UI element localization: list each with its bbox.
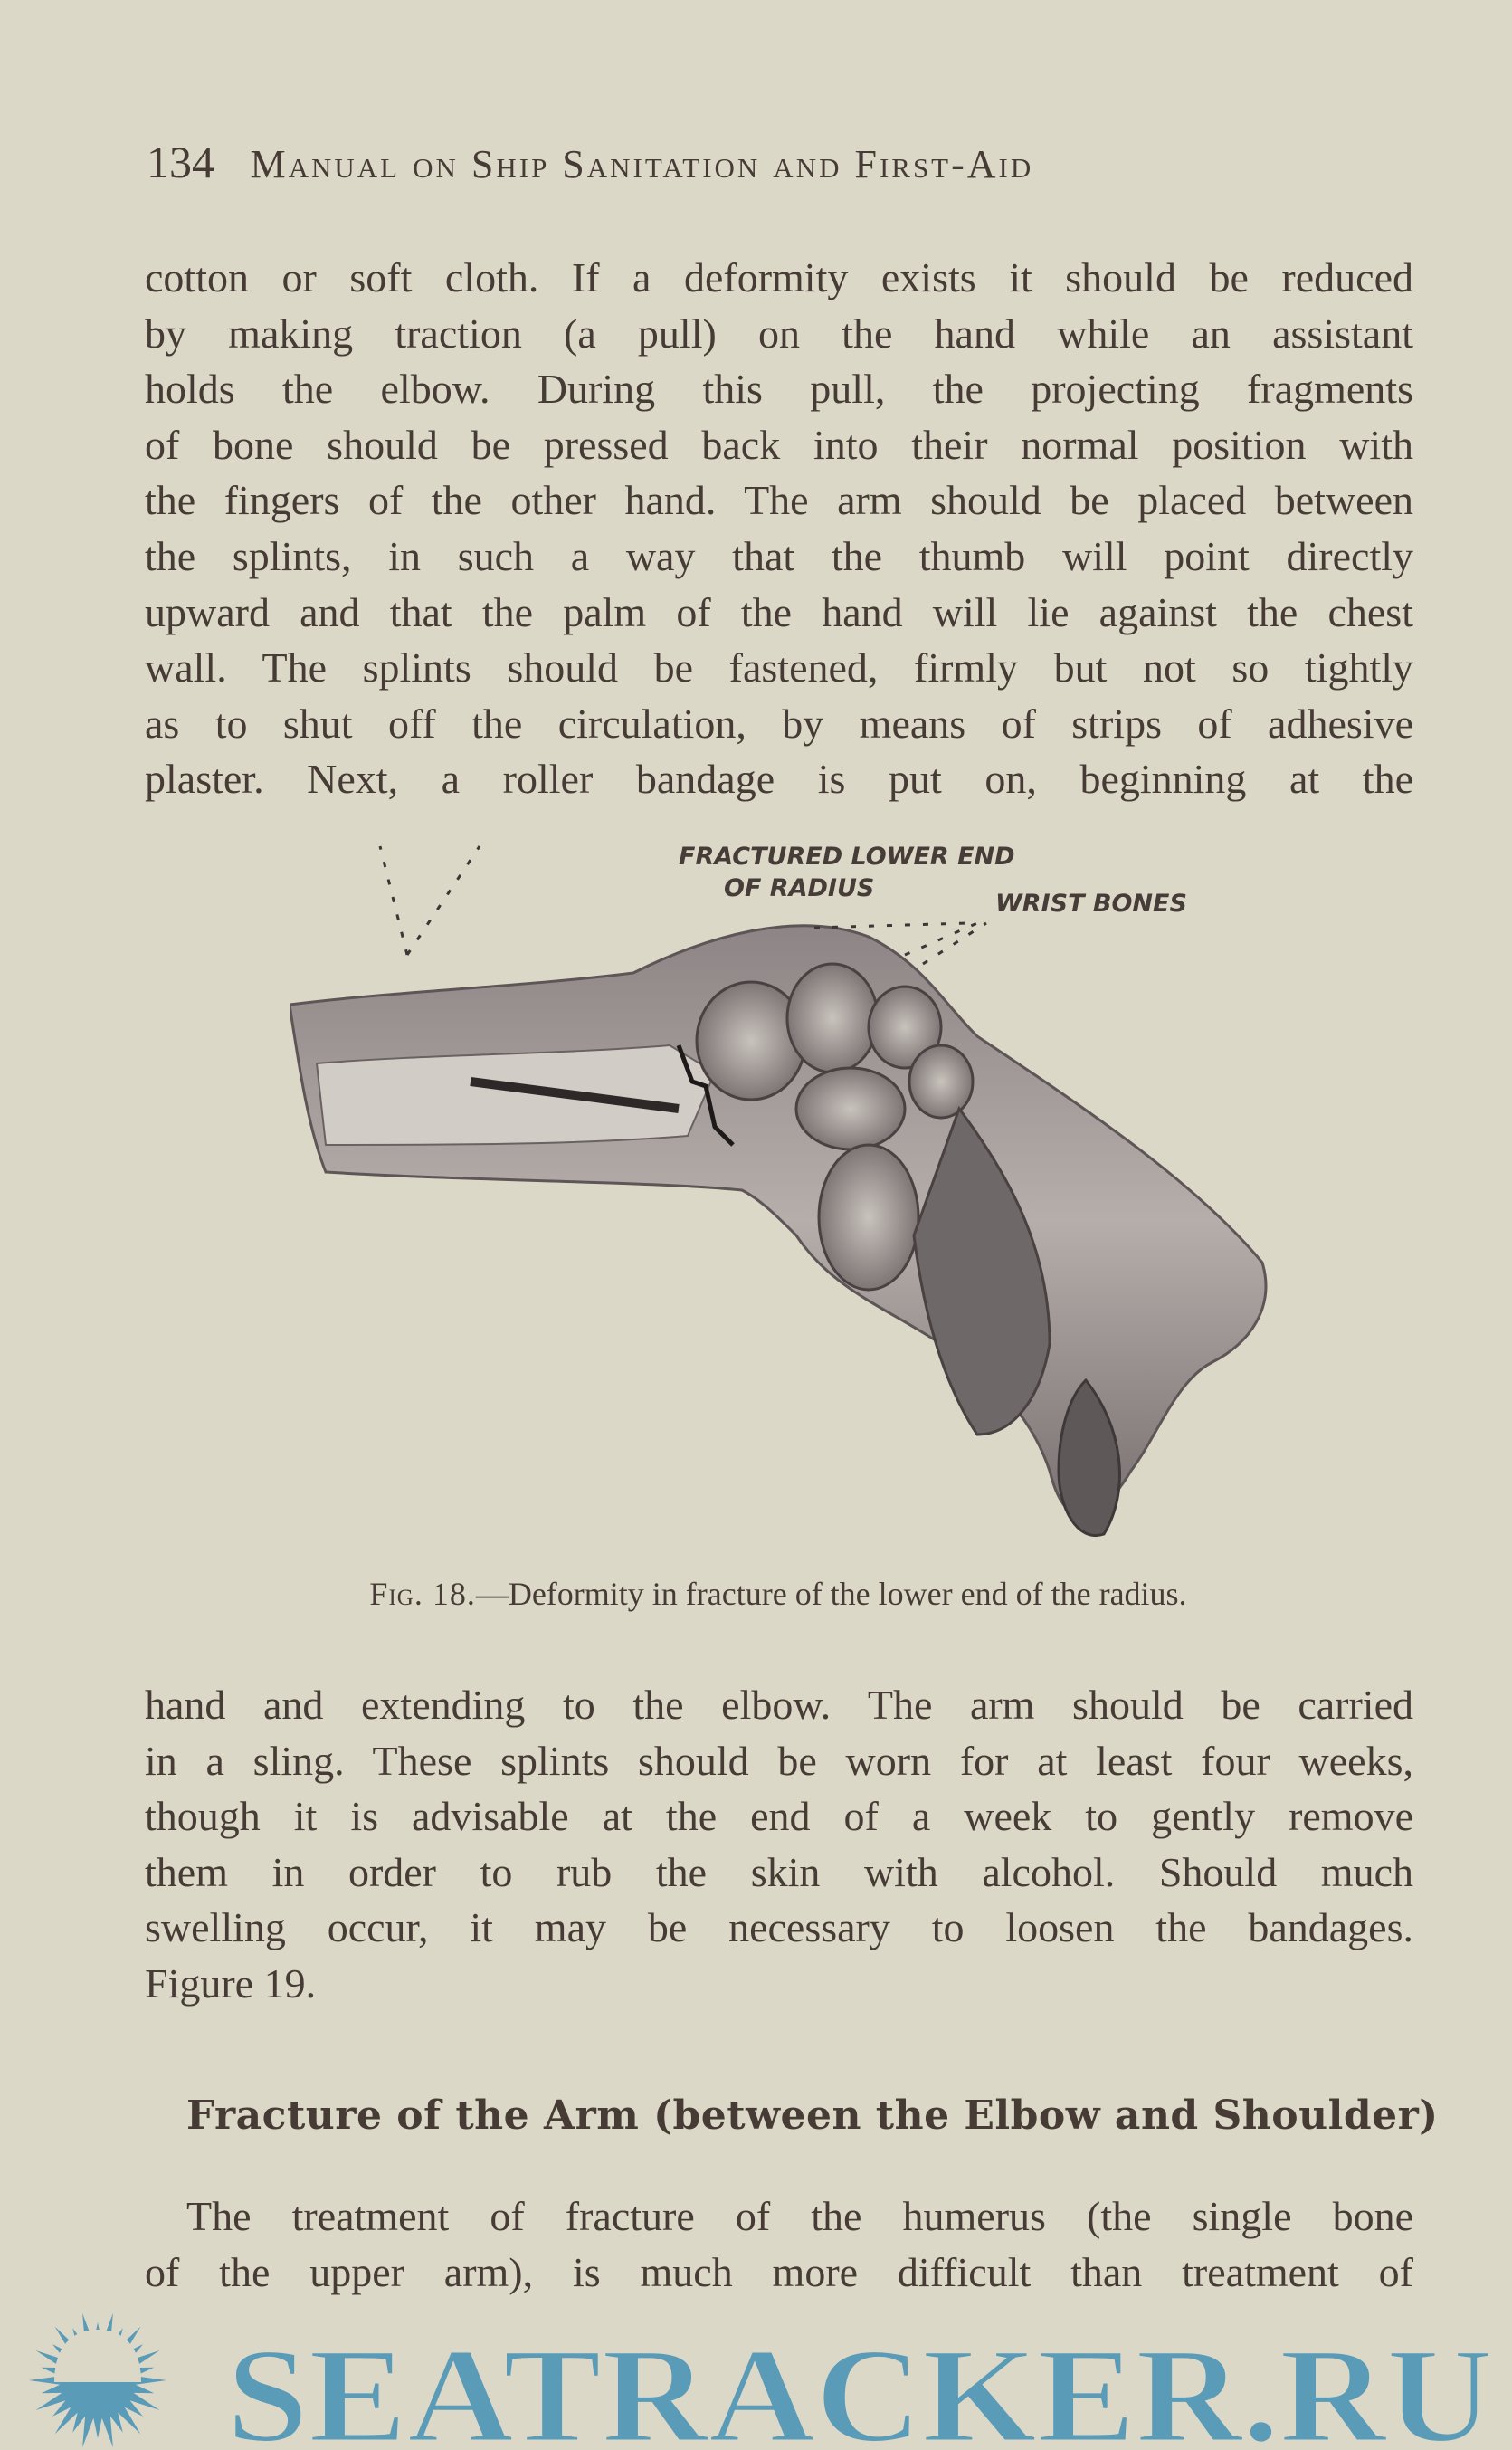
- fracture-illustration: [290, 837, 1276, 1552]
- text-line: holds the elbow. During this pull, the projecting fragments: [145, 366, 1413, 413]
- text-line: wall. The splints should be fastened, firmly but not so tightly: [145, 644, 1413, 691]
- figure-caption: [226, 1575, 1330, 1613]
- running-header: [147, 136, 1413, 188]
- watermark-logo: [0, 2310, 1512, 2450]
- paragraph-3: [145, 2188, 1413, 2300]
- figure-number: Fig. 18.: [369, 1576, 476, 1612]
- text-line: cotton or soft cloth. If a deformity exists it should be reduced: [145, 254, 1413, 300]
- text-line: swelling occur, it may be necessary to loosen the bandages.: [145, 1904, 1413, 1951]
- watermark-text: SEATRACKER.RU: [226, 2321, 1493, 2450]
- running-title: Manual on Ship Sanitation and First-Aid: [250, 142, 1034, 186]
- paragraph-2: [145, 1677, 1413, 2012]
- text-line: in a sling. These splints should be worn for at least four weeks,: [145, 1737, 1413, 1784]
- text-line: Figure 19.: [145, 1959, 317, 2007]
- text-line: of the upper arm), is much more difficult than treatment of: [145, 2248, 1413, 2295]
- label-fractured-radius: FRACTURED LOWER END: [679, 843, 1015, 871]
- text-line: the fingers of the other hand. The arm should be placed between: [145, 477, 1413, 524]
- text-line: as to shut off the circulation, by means of strips of adhesive: [145, 700, 1413, 747]
- text-line: plaster. Next, a roller bandage is put on, beginning at the: [145, 756, 1413, 803]
- paragraph-1: [145, 250, 1413, 807]
- caption-text: —Deformity in fracture of the lower end of the radius.: [475, 1576, 1187, 1612]
- text-line: though it is advisable at the end of a week to gently remove: [145, 1793, 1413, 1840]
- text-line: The treatment of fracture of the humerus (the single bone: [186, 2193, 1413, 2239]
- text-line: hand and extending to the elbow. The arm should be carried: [145, 1682, 1413, 1728]
- sun-icon: [29, 2313, 166, 2447]
- label-wrist-bones: WRIST BONES: [995, 890, 1187, 918]
- text-line: upward and that the palm of the hand will lie against the chest: [145, 588, 1413, 635]
- text-line: the splints, in such a way that the thumb will point directly: [145, 532, 1413, 579]
- text-line: by making traction (a pull) on the hand while an assistant: [145, 310, 1413, 357]
- text-line: them in order to rub the skin with alcohol. Should much: [145, 1848, 1413, 1895]
- text-line: of bone should be pressed back into their normal position with: [145, 421, 1413, 468]
- section-heading: Fracture of the Arm (between the Elbow and Shoulder): [186, 2093, 1439, 2139]
- label-fractured-radius-2: OF RADIUS: [724, 874, 875, 902]
- page-number: 134: [147, 137, 214, 187]
